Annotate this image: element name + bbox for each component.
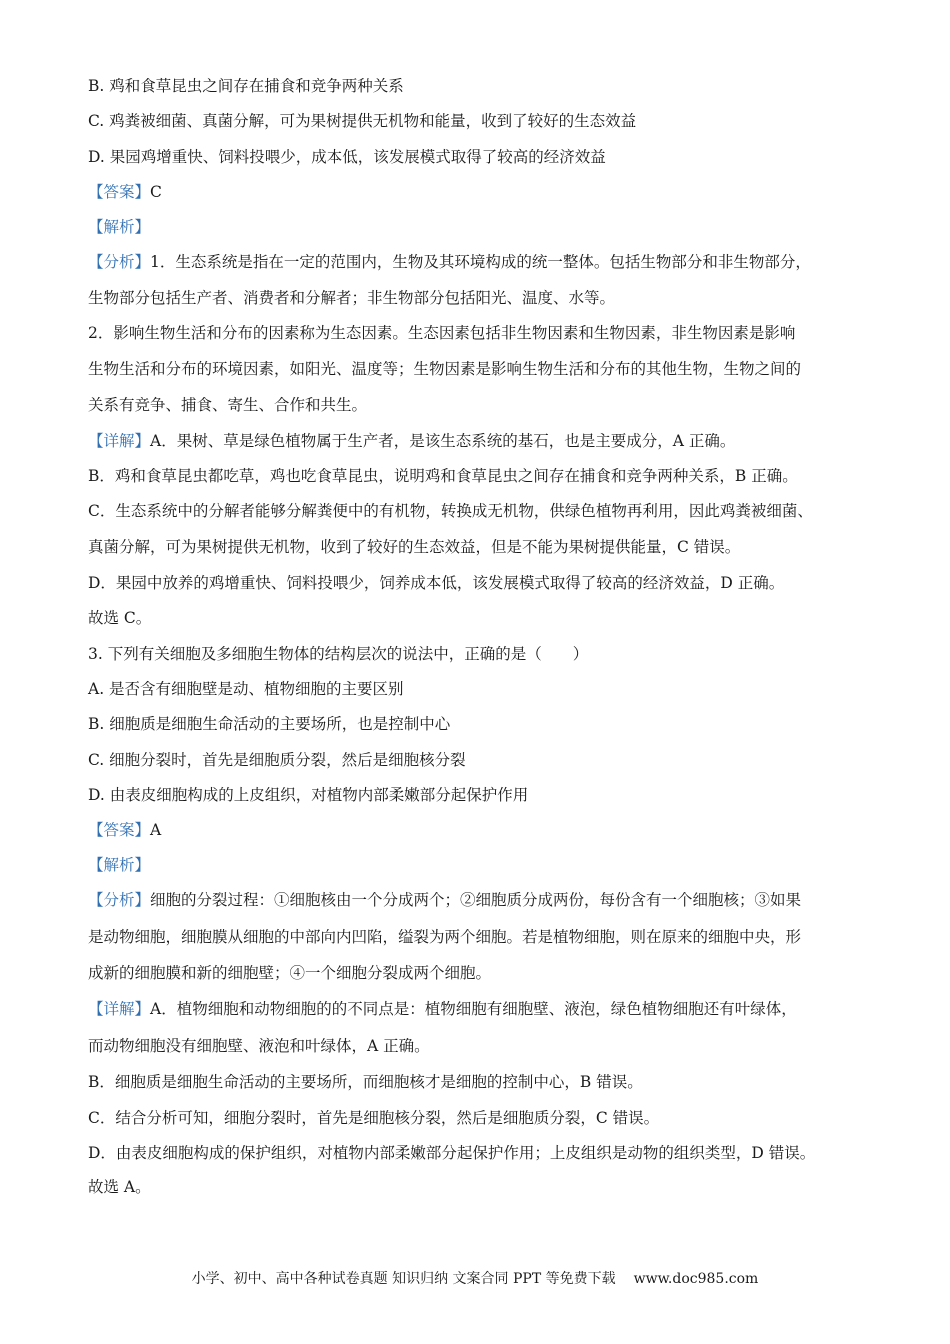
option-b-q3: B. 细胞质是细胞生命活动的主要场所，也是控制中心 (88, 715, 451, 733)
answer-q2: 【答案】C (88, 183, 162, 201)
detail-q2-line: C．生态系统中的分解者能够分解粪便中的有机物，转换成无机物，供绿色植物再利用，因此鸡粪被细菌、 (88, 502, 813, 520)
option-a-q3: A. 是否含有细胞壁是动、植物细胞的主要区别 (88, 680, 404, 698)
analysis-q2: 【分析】1．生态系统是指在一定的范围内，生物及其环境构成的统一整体。包括生物部分和非生物部分， (88, 253, 811, 271)
conclusion-q3: 故选 A。 (88, 1178, 151, 1196)
detail-q3: 【详解】A．植物细胞和动物细胞的的不同点是：植物细胞有细胞壁、液泡，绿色植物细胞还有叶绿体， (88, 1000, 797, 1018)
footer-text: 小学、初中、高中各种试卷真题 知识归纳 文案合同 PPT 等免费下载 (191, 1271, 616, 1287)
explanation-header-q2 (88, 216, 150, 238)
detail-q2-line: 真菌分解，可为果树提供无机物，收到了较好的生态效益，但是不能为果树提供能量，C 错误。 (88, 538, 741, 556)
detail-tag: 【详解】 (88, 432, 151, 450)
option-d-q2: D. 果园鸡增重快、饲料投喂少，成本低，该发展模式取得了较高的经济效益 (88, 148, 606, 166)
analysis-tag: 【分析】 (88, 253, 151, 271)
detail-q2: 【详解】A．果树、草是绿色植物属于生产者，是该生态系统的基石，也是主要成分，A 正确。 (88, 432, 736, 450)
explanation-tag: 【解析】 (88, 856, 151, 874)
option-c-q3: C. 细胞分裂时，首先是细胞质分裂，然后是细胞核分裂 (88, 751, 466, 769)
conclusion-q2: 故选 C。 (88, 609, 152, 627)
page-footer (0, 1268, 950, 1288)
option-b-q2: B. 鸡和食草昆虫之间存在捕食和竞争两种关系 (88, 77, 404, 95)
footer-url[interactable]: www.doc985.com (633, 1271, 759, 1287)
option-d-q3: D. 由表皮细胞构成的上皮组织，对植物内部柔嫩部分起保护作用 (88, 786, 529, 804)
analysis-q3: 【分析】细胞的分裂过程：①细胞核由一个分成两个；②细胞质分成两份，每份含有一个细胞核；③如果 (88, 891, 802, 909)
detail-q3-line: B．细胞质是细胞生命活动的主要场所，而细胞核才是细胞的控制中心，B 错误。 (88, 1073, 643, 1091)
analysis-q3-line: 是动物细胞，细胞膜从细胞的中部向内凹陷，缢裂为两个细胞。若是植物细胞，则在原来的细胞中央，形 (88, 928, 802, 946)
detail-tag: 【详解】 (88, 1000, 151, 1018)
answer-tag: 【答案】 (88, 183, 151, 201)
option-c-q2: C. 鸡粪被细菌、真菌分解，可为果树提供无机物和能量，收到了较好的生态效益 (88, 112, 637, 130)
analysis-q3-line: 成新的细胞膜和新的细胞壁；④一个细胞分裂成两个细胞。 (88, 964, 492, 982)
detail-q2-line: D．果园中放养的鸡增重快、饲料投喂少，饲养成本低，该发展模式取得了较高的经济效益，D 正确。 (88, 574, 785, 592)
analysis-tag: 【分析】 (88, 891, 151, 909)
detail-q3-line: D．由表皮细胞构成的保护组织，对植物内部柔嫩部分起保护作用；上皮组织是动物的组织类型，D 错误。 (88, 1144, 816, 1162)
detail-q2-line: B．鸡和食草昆虫都吃草，鸡也吃食草昆虫，说明鸡和食草昆虫之间存在捕食和竞争两种关系，B 正确。 (88, 467, 798, 485)
analysis-q2-line: 关系有竞争、捕食、寄生、合作和共生。 (88, 396, 368, 414)
detail-q3-line: C．结合分析可知，细胞分裂时，首先是细胞核分裂，然后是细胞质分裂，C 错误。 (88, 1109, 660, 1127)
analysis-q2-line: 生物生活和分布的环境因素，如阳光、温度等；生物因素是影响生物生活和分布的其他生物，生物之间的 (88, 360, 802, 378)
analysis-q2-line: 生物部分包括生产者、消费者和分解者；非生物部分包括阳光、温度、水等。 (88, 289, 616, 307)
question-3: 3. 下列有关细胞及多细胞生物体的结构层次的说法中，正确的是（ ） (88, 645, 589, 663)
explanation-tag: 【解析】 (88, 218, 151, 236)
detail-q3-line: 而动物细胞没有细胞壁、液泡和叶绿体，A 正确。 (88, 1037, 430, 1055)
explanation-header-q3 (88, 854, 150, 876)
answer-tag: 【答案】 (88, 821, 151, 839)
answer-q3: 【答案】A (88, 821, 162, 839)
analysis-q2-line: 2．影响生物生活和分布的因素称为生态因素。生态因素包括非生物因素和生物因素，非生物因素是影响 (88, 324, 796, 342)
